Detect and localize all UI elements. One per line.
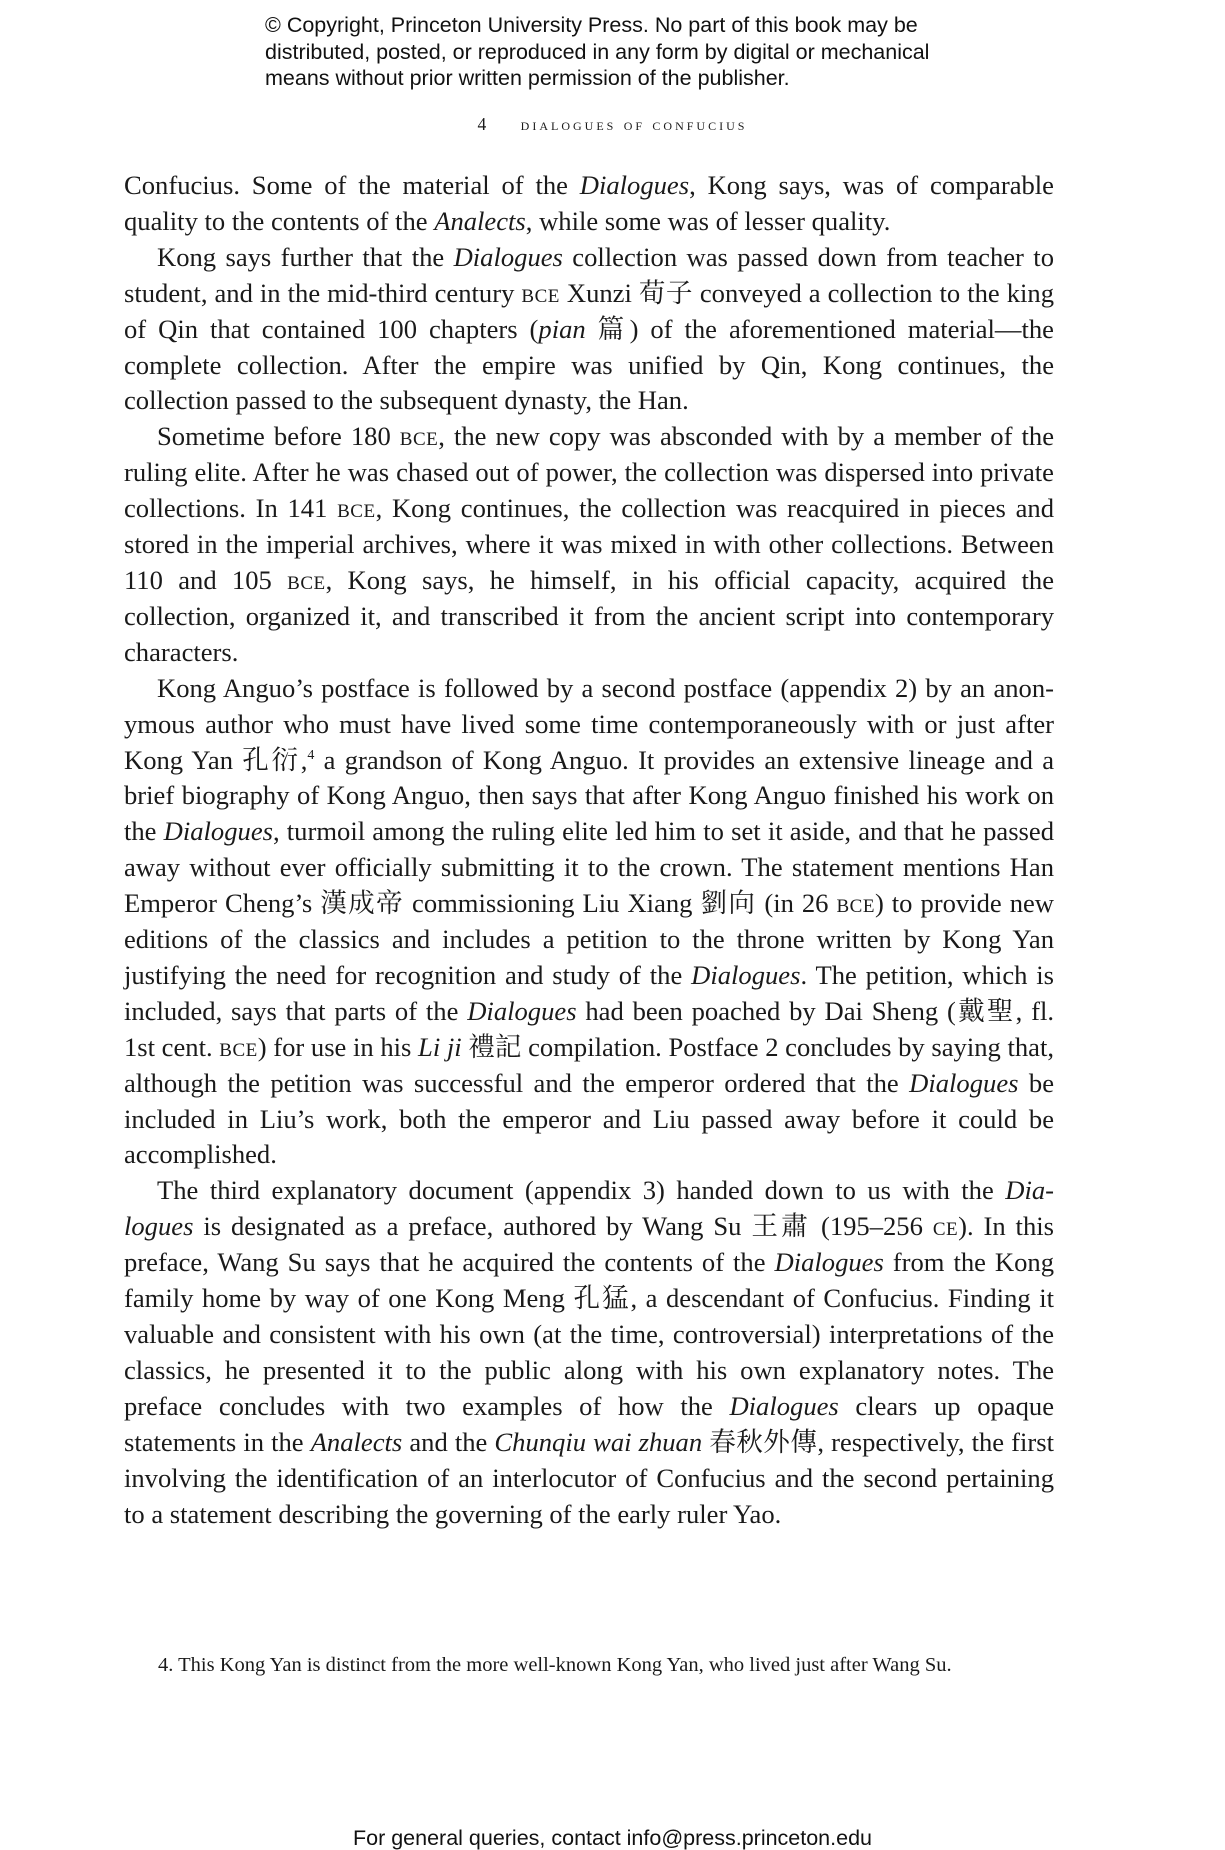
book-title: dialogues of confucius: [520, 114, 748, 134]
paragraph: [124, 168, 1054, 240]
text-run: Confucius. Some of the material of the: [124, 170, 580, 200]
main-text: [124, 168, 1054, 1532]
text-run: had been poached by Dai Sheng (戴聖, fl. 1st cent.: [124, 995, 1054, 1062]
italic-title: Dialogues: [909, 1067, 1019, 1098]
text-run: is designated as a preface, authored by Wang Su 王肅 (195–256: [193, 1211, 933, 1242]
text-run: be included in Liu’s work, both the emperor and Liu passed away before it could be accomplished.: [124, 1067, 1055, 1170]
paragraph: [124, 1173, 1054, 1532]
copyright-notice: [265, 12, 985, 92]
text-run: a grandson of Kong Anguo. It provides an extensive lineage and a brief biography of Kong Anguo, then says that after Kong Anguo finished his work on the: [124, 744, 1054, 847]
text-run: , the new copy was absconded with by a member of the ruling elite. After he was chased out of power, the collection was dispersed into private collections. In 141: [124, 421, 1054, 524]
text-run: Sometime before 180: [157, 421, 400, 452]
text-run: Xunzi 荀子 conveyed a collection to the king of Qin that contained 100 chapters (: [124, 277, 1054, 344]
text-run: ) to provide new editions of the classics and includes a petition to the throne written by Kong Yan justifying the need for recognition and study of the: [124, 888, 1055, 990]
paragraph: [124, 240, 1054, 420]
footnote-marker[interactable]: 4: [307, 747, 315, 763]
copyright-line: © Copyright, Princeton University Press. No part of this book may be: [265, 13, 918, 37]
copyright-line: means without prior written permission of the publisher.: [265, 66, 790, 90]
era-abbreviation: bce: [337, 493, 376, 524]
text-run: ). In this preface, Wang Su says that he acquired the contents of the: [124, 1211, 1054, 1278]
footnote: 4. This Kong Yan is distinct from the more well-known Kong Yan, who lived just after Wang Su.: [158, 1654, 952, 1676]
italic-title: Chunqiu wai zhuan: [494, 1426, 703, 1457]
italic-title: Dialogues: [163, 816, 273, 847]
paragraph: [124, 671, 1054, 1174]
text-run: 禮記 compilation. Postface 2 concludes by saying that, although the petition was successful and the emperor ordered that the: [124, 1031, 1054, 1098]
text-run: ) for use in his: [257, 1031, 419, 1062]
copyright-line: distributed, posted, or reproduced in any form by digital or mechanical: [265, 39, 930, 64]
text-run: from the Kong family home by way of one Kong Meng 孔猛, a descendant of Confucius. Finding it valuable and consistent with his own (at the time, controversial) interpretations of the classics, he presented it to the public along with his own explanatory notes. The preface concludes with two examples of how the: [124, 1247, 1054, 1421]
italic-title: Dialogues: [729, 1390, 839, 1421]
text-run: Kong says further that the: [157, 241, 454, 272]
era-abbreviation: ce: [932, 1211, 959, 1242]
era-abbreviation: bce: [219, 1031, 258, 1062]
italic-title: Dialogues: [691, 959, 801, 990]
text-run: , Kong says, he himself, in his official capacity, acquired the collection, organized it, and transcribed it from the ancient script into contemporary characters.: [124, 564, 1054, 667]
text-run: collection was passed down from teacher to student, and in the mid-third century: [124, 241, 1054, 308]
text-run: , turmoil among the ruling elite led him to set it aside, and that he passed away without ever officially submitting it to the crown. The statement mentions Han Emperor Cheng’s 漢成帝 commissioning Liu Xiang 劉向 (in 26: [124, 816, 1054, 919]
italic-title: Analects: [434, 205, 526, 236]
text-run: , Kong says, was of comparable quality to the contents of the: [124, 170, 1054, 236]
italic-title: Dialogues: [467, 995, 577, 1026]
page-number: 4: [477, 114, 490, 134]
text-run: 篇) of the aforementioned material—the complete collection. After the empire was unified by Qin, Kong continues, the collection passed to the subsequent dynasty, the Han.: [124, 313, 1054, 416]
text-run: , Kong continues, the collection was reacquired in pieces and stored in the imperial archives, where it was mixed in with other collections. Between 110 and 105: [124, 493, 1054, 595]
italic-term: pian: [538, 313, 586, 344]
text-run: . The petition, which is included, says that parts of the: [124, 959, 1055, 1026]
text-run: , while some was of lesser quality.: [525, 205, 891, 236]
text-run: Kong Anguo’s postface is followed by a second postface (appendix 2) by an anonymous author who must have lived some time contemporaneously with or just after Kong Yan 孔衍,: [124, 672, 1054, 775]
italic-title: Analects: [310, 1426, 403, 1457]
text-run: 春秋外傳, respectively, the first involving the identification of an interlocutor of Confucius and the second pertaining to a statement describing the governing of the early ruler Yao.: [124, 1426, 1054, 1529]
italic-title: Dialogues: [774, 1247, 884, 1278]
italic-title: Dialogues: [453, 241, 563, 272]
text-run: and the: [402, 1426, 495, 1457]
era-abbreviation: bce: [287, 564, 326, 595]
paragraph: [124, 419, 1054, 670]
text-run: The third explanatory document (appendix 3) handed down to us with the: [157, 1175, 1006, 1206]
running-head: [0, 114, 1225, 135]
italic-title: Dialogues: [124, 1175, 1054, 1242]
italic-title: Li ji: [418, 1031, 462, 1062]
era-abbreviation: bce: [836, 888, 875, 919]
italic-title: Dialogues: [579, 170, 690, 200]
text-run: clears up opaque statements in the: [124, 1390, 1054, 1457]
contact-line: For general queries, contact info@press.princeton.edu: [352, 1826, 872, 1850]
era-abbreviation: bce: [399, 421, 439, 452]
era-abbreviation: bce: [521, 277, 560, 308]
